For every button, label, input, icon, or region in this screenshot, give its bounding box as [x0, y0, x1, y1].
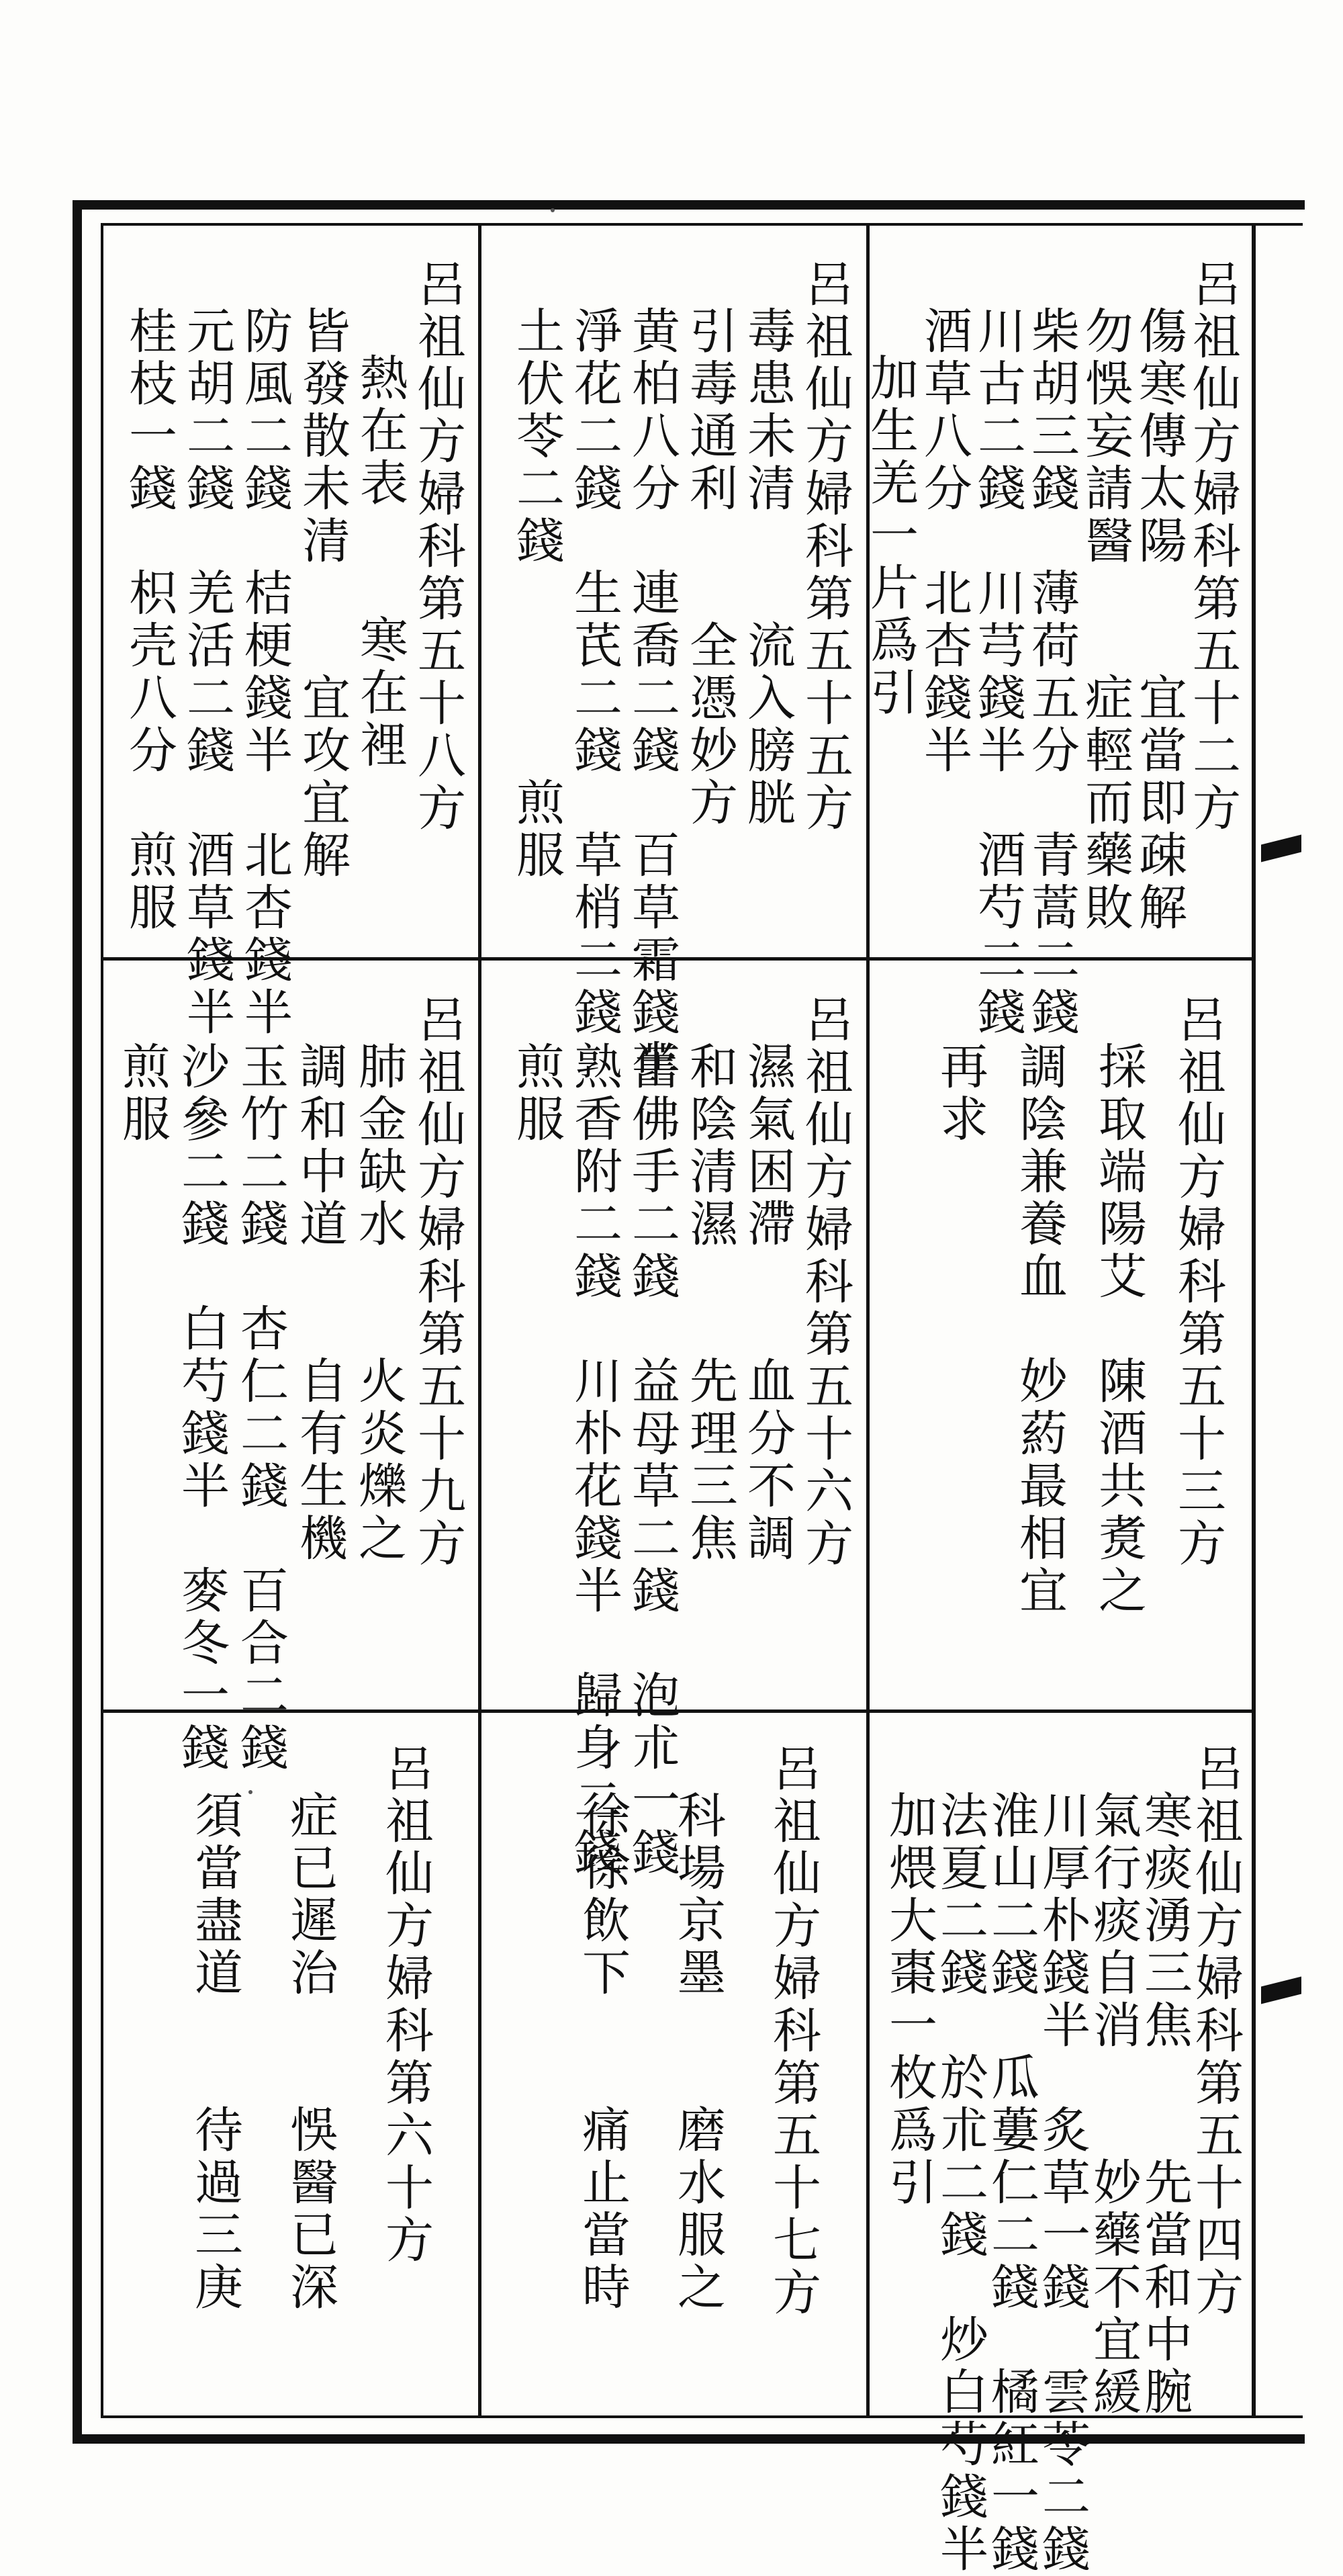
recipe-heading: 呂祖仙方婦科第五十四方 [1187, 1743, 1244, 2319]
grid-right-rule [1252, 223, 1256, 2418]
recipe-line: 煎服 [508, 1041, 565, 1146]
recipe-line: 舊佛手二錢 益母草二錢 泡朮一錢 [624, 1041, 680, 1879]
recipe-line: 煎服 [114, 1041, 171, 1146]
recipe-line: 再求 [932, 1041, 988, 1146]
recipe-heading: 呂祖仙方婦科第五十九方 [410, 994, 466, 1570]
recipe-line: 玉竹二錢 杏仁二錢 百合二錢 [232, 1041, 289, 1775]
recipe-heading: 呂祖仙方婦科第五十三方 [1170, 994, 1226, 1570]
paper-speck [248, 1790, 252, 1794]
recipe-line: 元胡二錢 羌活二錢 酒草錢半 [179, 306, 235, 1039]
recipe-line: 沙參二錢 白芍錢半 麥冬一錢 [173, 1041, 230, 1775]
recipe-line: 法夏二錢 於朮二錢 炒白芍錢半 [932, 1790, 988, 2576]
recipe-line: 熟香附二錢 川朴花錢半 歸身二錢 [566, 1041, 622, 1879]
recipe-line: 桂枝一錢 枳壳八分 煎服 [121, 306, 177, 934]
recipe-line: 科場京墨 磨水服之 [669, 1790, 726, 2314]
recipe-line: 症已遲治 悞醫已深 [282, 1790, 338, 2314]
recipe-heading: 呂祖仙方婦科第五十八方 [410, 259, 466, 835]
column-divider [478, 223, 481, 2418]
recipe-line: 川厚朴錢半 炙草一錢 雲苓二錢 [1034, 1790, 1091, 2576]
recipe-cell-52 [862, 232, 1249, 1039]
recipe-line: 調陰兼養血 妙葯最相宜 [1011, 1041, 1068, 1617]
recipe-line: 熱在表 寒在裡 [352, 353, 408, 772]
recipe-line: 防風二錢 桔梗錢半 北杏錢半 [236, 306, 293, 1039]
recipe-line: 土伏苓二錢 煎服 [508, 306, 565, 882]
recipe-line: 酒草八分 北杏錢半 [916, 306, 972, 777]
recipe-line: 氣行痰自消 妙藥不宜緩 [1085, 1790, 1142, 2419]
recipe-heading: 呂祖仙方婦科第五十六方 [797, 994, 853, 1570]
recipe-cell-57 [485, 1716, 864, 2415]
recipe-line: 徐徐飲下 痛止當時 [574, 1790, 631, 2314]
recipe-cell-55 [485, 232, 864, 1092]
recipe-line: 黄柏八分 連喬二錢 百草霜錢半 [624, 306, 680, 1092]
recipe-cell-53 [873, 967, 1249, 1706]
recipe-line: 採取端陽艾 陳酒共煑之 [1091, 1041, 1147, 1617]
paper-speck [551, 208, 555, 212]
recipe-line: 肺金缺水 火炎爍之 [351, 1041, 407, 1565]
recipe-cell-54 [873, 1716, 1249, 2576]
recipe-cell-58 [111, 232, 477, 1039]
recipe-heading: 呂祖仙方婦科第五十五方 [797, 259, 853, 835]
recipe-cell-59 [111, 967, 477, 1775]
recipe-line: 川古二錢 川芎錢半 酒芍二錢 [970, 306, 1026, 1039]
recipe-line: 引毒通利 全憑妙方 [682, 306, 738, 830]
recipe-line: 淮山二錢 瓜蔞仁二錢 橘紅一錢 [983, 1790, 1039, 2576]
recipe-line: 加生羌一片爲引 [862, 353, 919, 719]
recipe-line: 濕氣困滯 血分不調 [739, 1041, 796, 1565]
recipe-line: 加煨大棗一枚爲引 [881, 1790, 937, 2209]
recipe-line: 毒患未清 流入膀胱 [739, 306, 796, 830]
recipe-heading: 呂祖仙方婦科第六十方 [377, 1743, 434, 2267]
recipe-cell-60 [111, 1716, 477, 2415]
recipe-heading: 呂祖仙方婦科第五十二方 [1185, 259, 1241, 835]
recipe-line: 調和中道 自有生機 [291, 1041, 348, 1565]
recipe-line: 柴胡三錢 薄荷五分 青蒿二錢 [1023, 306, 1080, 1039]
recipe-line: 勿悞妄請醫 症輕而藥敗 [1077, 306, 1133, 934]
recipe-heading: 呂祖仙方婦科第五十七方 [765, 1743, 821, 2319]
recipe-cell-56 [485, 967, 864, 1879]
recipe-line: 須當盡道 待過三庚 [187, 1790, 243, 2314]
recipe-line: 和陰清濕 先理三焦 [682, 1041, 738, 1565]
recipe-line: 皆發散未清 宜攻宜解 [294, 306, 351, 882]
recipe-line: 傷寒傳太陽 宜當即疎解 [1131, 306, 1187, 934]
recipe-line: 淨花二錢 生芪二錢 草梢二錢 [566, 306, 622, 1039]
recipe-line: 寒痰湧三焦 先當和中腕 [1136, 1790, 1193, 2419]
